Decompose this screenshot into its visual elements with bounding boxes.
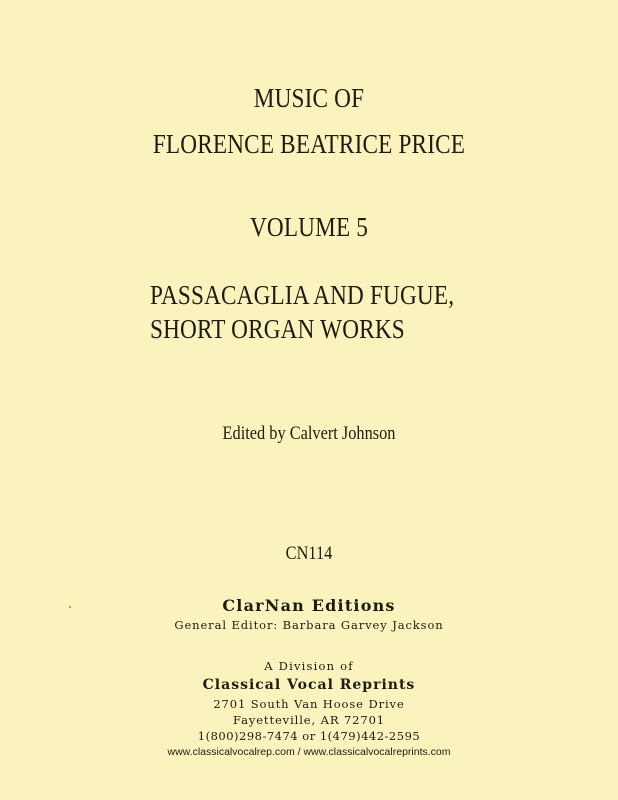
websites: www.classicalvocalrep.com / www.classicalvocalreprints.com	[167, 746, 451, 758]
catalog-number: CN114	[285, 543, 333, 564]
volume-number: VOLUME 5	[249, 212, 369, 242]
address-line-2: Fayetteville, AR 72701	[232, 713, 386, 727]
division-label: A Division of	[264, 659, 354, 673]
phone-numbers: 1(800)298-7474 or 1(479)442-2595	[197, 729, 421, 743]
parent-company: Classical Vocal Reprints	[202, 677, 416, 693]
scan-speck	[69, 606, 71, 608]
composer-name: FLORENCE BEATRICE PRICE	[152, 129, 466, 159]
title-line-1: PASSACAGLIA AND FUGUE,	[150, 280, 455, 310]
editor-credit: Edited by Calvert Johnson	[222, 423, 396, 444]
address-line-1: 2701 South Van Hoose Drive	[213, 697, 405, 711]
general-editor: General Editor: Barbara Garvey Jackson	[174, 618, 444, 632]
title-line-2: SHORT ORGAN WORKS	[150, 314, 405, 344]
publisher-name: ClarNan Editions	[222, 596, 396, 615]
series-heading: MUSIC OF	[253, 83, 365, 113]
